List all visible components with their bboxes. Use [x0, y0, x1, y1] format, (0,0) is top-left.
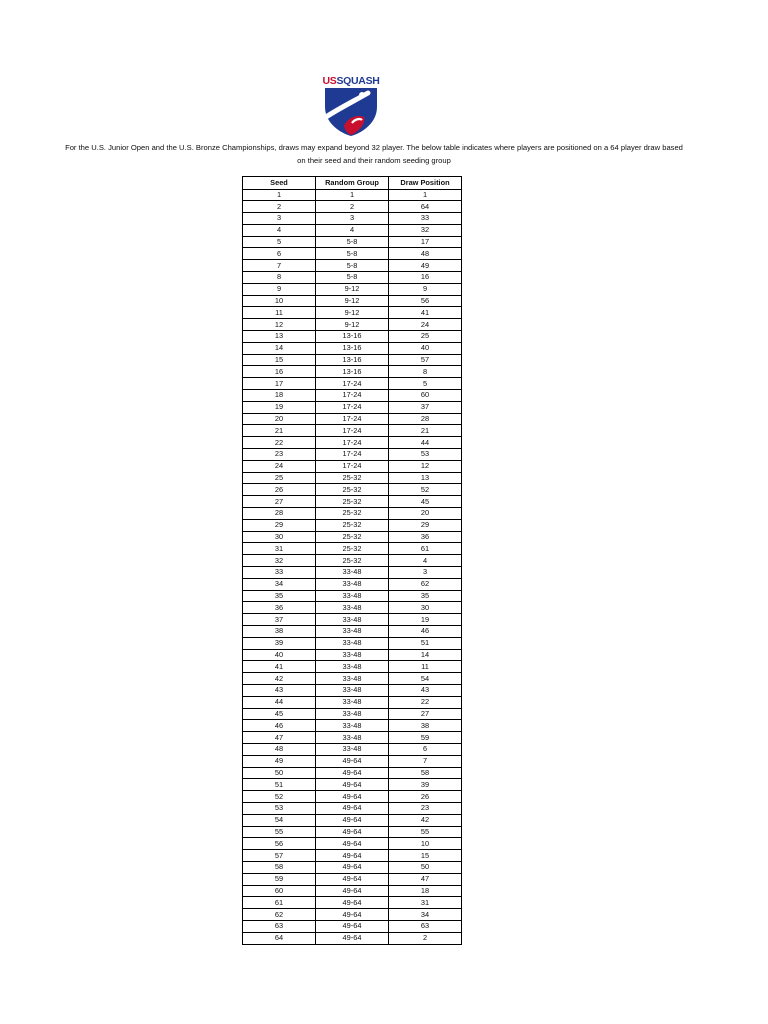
cell-seed: 33	[243, 567, 316, 579]
cell-random-group: 2	[316, 201, 389, 213]
cell-draw-position: 20	[389, 508, 462, 520]
cell-draw-position: 6	[389, 743, 462, 755]
cell-random-group: 33-48	[316, 578, 389, 590]
cell-seed: 6	[243, 248, 316, 260]
cell-draw-position: 55	[389, 826, 462, 838]
cell-draw-position: 18	[389, 885, 462, 897]
cell-random-group: 5-8	[316, 272, 389, 284]
table-row	[243, 637, 462, 649]
cell-draw-position: 54	[389, 673, 462, 685]
table-row	[243, 508, 462, 520]
cell-draw-position: 59	[389, 732, 462, 744]
cell-draw-position: 33	[389, 213, 462, 225]
table-row	[243, 236, 462, 248]
cell-seed: 35	[243, 590, 316, 602]
cell-random-group: 17-24	[316, 425, 389, 437]
cell-draw-position: 2	[389, 932, 462, 944]
cell-draw-position: 26	[389, 791, 462, 803]
table-row	[243, 885, 462, 897]
table-row	[243, 625, 462, 637]
cell-seed: 2	[243, 201, 316, 213]
table-row	[243, 390, 462, 402]
cell-seed: 32	[243, 555, 316, 567]
table-row	[243, 743, 462, 755]
cell-random-group: 25-32	[316, 519, 389, 531]
cell-seed: 27	[243, 496, 316, 508]
cell-random-group: 25-32	[316, 484, 389, 496]
cell-seed: 23	[243, 449, 316, 461]
cell-draw-position: 30	[389, 602, 462, 614]
table-row	[243, 826, 462, 838]
cell-random-group: 49-64	[316, 838, 389, 850]
cell-random-group: 33-48	[316, 625, 389, 637]
cell-random-group: 49-64	[316, 920, 389, 932]
intro-paragraph	[20, 141, 728, 167]
cell-seed: 15	[243, 354, 316, 366]
cell-random-group: 17-24	[316, 390, 389, 402]
cell-draw-position: 5	[389, 378, 462, 390]
table-row	[243, 283, 462, 295]
cell-draw-position: 61	[389, 543, 462, 555]
table-row	[243, 401, 462, 413]
cell-seed: 48	[243, 743, 316, 755]
table-row	[243, 578, 462, 590]
table-row	[243, 519, 462, 531]
cell-draw-position: 46	[389, 625, 462, 637]
cell-draw-position: 4	[389, 555, 462, 567]
cell-draw-position: 38	[389, 720, 462, 732]
cell-random-group: 49-64	[316, 755, 389, 767]
table-row	[243, 684, 462, 696]
cell-random-group: 9-12	[316, 295, 389, 307]
table-row	[243, 696, 462, 708]
cell-draw-position: 32	[389, 224, 462, 236]
cell-draw-position: 40	[389, 342, 462, 354]
cell-seed: 42	[243, 673, 316, 685]
table-row	[243, 378, 462, 390]
cell-random-group: 33-48	[316, 673, 389, 685]
cell-random-group: 33-48	[316, 614, 389, 626]
cell-random-group: 25-32	[316, 496, 389, 508]
table-row	[243, 567, 462, 579]
table-row	[243, 732, 462, 744]
cell-random-group: 33-48	[316, 708, 389, 720]
cell-random-group: 13-16	[316, 342, 389, 354]
table-row	[243, 873, 462, 885]
intro-line-2: on their seed and their random seeding group	[297, 156, 451, 165]
table-row	[243, 472, 462, 484]
cell-seed: 11	[243, 307, 316, 319]
cell-random-group: 33-48	[316, 649, 389, 661]
table-row	[243, 272, 462, 284]
cell-seed: 24	[243, 460, 316, 472]
cell-draw-position: 39	[389, 779, 462, 791]
cell-draw-position: 27	[389, 708, 462, 720]
cell-random-group: 49-64	[316, 826, 389, 838]
cell-seed: 30	[243, 531, 316, 543]
cell-seed: 51	[243, 779, 316, 791]
cell-seed: 39	[243, 637, 316, 649]
cell-seed: 14	[243, 342, 316, 354]
cell-seed: 36	[243, 602, 316, 614]
table-row	[243, 366, 462, 378]
table-row	[243, 531, 462, 543]
cell-random-group: 33-48	[316, 684, 389, 696]
cell-seed: 44	[243, 696, 316, 708]
logo-text-us: US	[322, 75, 337, 87]
cell-random-group: 3	[316, 213, 389, 225]
table-row	[243, 602, 462, 614]
cell-seed: 43	[243, 684, 316, 696]
cell-random-group: 49-64	[316, 932, 389, 944]
cell-seed: 28	[243, 508, 316, 520]
table-body	[243, 189, 462, 944]
table-row	[243, 590, 462, 602]
table-row	[243, 484, 462, 496]
cell-random-group: 33-48	[316, 732, 389, 744]
cell-random-group: 33-48	[316, 567, 389, 579]
table-row	[243, 814, 462, 826]
cell-draw-position: 63	[389, 920, 462, 932]
cell-draw-position: 17	[389, 236, 462, 248]
cell-seed: 12	[243, 319, 316, 331]
us-squash-logo	[318, 74, 384, 138]
cell-seed: 19	[243, 401, 316, 413]
table-row	[243, 543, 462, 555]
cell-random-group: 49-64	[316, 779, 389, 791]
cell-seed: 53	[243, 802, 316, 814]
cell-random-group: 9-12	[316, 307, 389, 319]
cell-seed: 58	[243, 861, 316, 873]
cell-random-group: 13-16	[316, 366, 389, 378]
cell-random-group: 13-16	[316, 331, 389, 343]
cell-draw-position: 31	[389, 897, 462, 909]
cell-seed: 47	[243, 732, 316, 744]
cell-draw-position: 43	[389, 684, 462, 696]
cell-seed: 7	[243, 260, 316, 272]
cell-draw-position: 35	[389, 590, 462, 602]
cell-draw-position: 15	[389, 850, 462, 862]
cell-seed: 59	[243, 873, 316, 885]
cell-random-group: 33-48	[316, 637, 389, 649]
table-row	[243, 673, 462, 685]
table-row	[243, 319, 462, 331]
table-row	[243, 460, 462, 472]
cell-random-group: 33-48	[316, 720, 389, 732]
cell-seed: 9	[243, 283, 316, 295]
cell-random-group: 49-64	[316, 767, 389, 779]
cell-draw-position: 13	[389, 472, 462, 484]
cell-seed: 5	[243, 236, 316, 248]
cell-seed: 17	[243, 378, 316, 390]
table-row	[243, 649, 462, 661]
cell-seed: 4	[243, 224, 316, 236]
header-random-group: Random Group	[316, 177, 389, 190]
table-row	[243, 838, 462, 850]
logo-wordmark	[318, 74, 384, 88]
cell-random-group: 17-24	[316, 413, 389, 425]
cell-seed: 55	[243, 826, 316, 838]
shield-icon	[324, 87, 378, 137]
cell-seed: 52	[243, 791, 316, 803]
table-row	[243, 791, 462, 803]
intro-line-1: For the U.S. Junior Open and the U.S. Bronze Championships, draws may expand beyond 32 player. The below table indicates where players are positioned on a 64 player draw based	[65, 143, 683, 152]
seeding-table	[242, 176, 462, 945]
table-row	[243, 920, 462, 932]
cell-seed: 22	[243, 437, 316, 449]
cell-random-group: 17-24	[316, 449, 389, 461]
cell-draw-position: 28	[389, 413, 462, 425]
cell-draw-position: 50	[389, 861, 462, 873]
table-row	[243, 708, 462, 720]
cell-seed: 49	[243, 755, 316, 767]
cell-draw-position: 9	[389, 283, 462, 295]
table-row	[243, 213, 462, 225]
table-row	[243, 224, 462, 236]
table-row	[243, 189, 462, 201]
table-row	[243, 802, 462, 814]
cell-seed: 50	[243, 767, 316, 779]
cell-seed: 56	[243, 838, 316, 850]
cell-draw-position: 34	[389, 909, 462, 921]
cell-random-group: 25-32	[316, 508, 389, 520]
cell-seed: 61	[243, 897, 316, 909]
cell-draw-position: 62	[389, 578, 462, 590]
cell-draw-position: 29	[389, 519, 462, 531]
cell-seed: 34	[243, 578, 316, 590]
cell-seed: 16	[243, 366, 316, 378]
cell-draw-position: 44	[389, 437, 462, 449]
table-row	[243, 201, 462, 213]
table-row	[243, 614, 462, 626]
cell-draw-position: 10	[389, 838, 462, 850]
cell-random-group: 33-48	[316, 661, 389, 673]
cell-seed: 57	[243, 850, 316, 862]
cell-seed: 20	[243, 413, 316, 425]
cell-random-group: 13-16	[316, 354, 389, 366]
cell-random-group: 25-32	[316, 472, 389, 484]
cell-draw-position: 45	[389, 496, 462, 508]
cell-seed: 45	[243, 708, 316, 720]
cell-seed: 37	[243, 614, 316, 626]
header-seed: Seed	[243, 177, 316, 190]
cell-random-group: 49-64	[316, 850, 389, 862]
cell-draw-position: 41	[389, 307, 462, 319]
cell-seed: 21	[243, 425, 316, 437]
table-header-row	[243, 177, 462, 190]
cell-seed: 54	[243, 814, 316, 826]
cell-seed: 46	[243, 720, 316, 732]
table-row	[243, 449, 462, 461]
cell-random-group: 25-32	[316, 543, 389, 555]
table-row	[243, 779, 462, 791]
header-draw-position: Draw Position	[389, 177, 462, 190]
cell-random-group: 33-48	[316, 743, 389, 755]
table-row	[243, 932, 462, 944]
cell-seed: 31	[243, 543, 316, 555]
table-row	[243, 307, 462, 319]
cell-draw-position: 53	[389, 449, 462, 461]
cell-draw-position: 64	[389, 201, 462, 213]
cell-random-group: 17-24	[316, 401, 389, 413]
cell-draw-position: 3	[389, 567, 462, 579]
cell-seed: 40	[243, 649, 316, 661]
cell-random-group: 49-64	[316, 802, 389, 814]
cell-random-group: 9-12	[316, 319, 389, 331]
cell-random-group: 49-64	[316, 791, 389, 803]
cell-seed: 38	[243, 625, 316, 637]
table-row	[243, 342, 462, 354]
table-row	[243, 295, 462, 307]
cell-draw-position: 47	[389, 873, 462, 885]
cell-draw-position: 23	[389, 802, 462, 814]
cell-seed: 1	[243, 189, 316, 201]
cell-draw-position: 57	[389, 354, 462, 366]
cell-draw-position: 37	[389, 401, 462, 413]
cell-seed: 26	[243, 484, 316, 496]
cell-draw-position: 60	[389, 390, 462, 402]
cell-draw-position: 7	[389, 755, 462, 767]
logo-text-squash: SQUASH	[336, 75, 380, 87]
cell-draw-position: 58	[389, 767, 462, 779]
table-row	[243, 755, 462, 767]
table-row	[243, 496, 462, 508]
cell-draw-position: 56	[389, 295, 462, 307]
cell-seed: 18	[243, 390, 316, 402]
cell-random-group: 4	[316, 224, 389, 236]
table-row	[243, 248, 462, 260]
cell-seed: 60	[243, 885, 316, 897]
cell-random-group: 9-12	[316, 283, 389, 295]
cell-draw-position: 36	[389, 531, 462, 543]
cell-random-group: 49-64	[316, 861, 389, 873]
cell-draw-position: 22	[389, 696, 462, 708]
cell-draw-position: 14	[389, 649, 462, 661]
cell-draw-position: 19	[389, 614, 462, 626]
cell-seed: 64	[243, 932, 316, 944]
cell-seed: 29	[243, 519, 316, 531]
cell-seed: 41	[243, 661, 316, 673]
table-row	[243, 909, 462, 921]
cell-seed: 3	[243, 213, 316, 225]
cell-random-group: 1	[316, 189, 389, 201]
cell-draw-position: 52	[389, 484, 462, 496]
cell-random-group: 33-48	[316, 696, 389, 708]
table-row	[243, 897, 462, 909]
cell-random-group: 5-8	[316, 236, 389, 248]
cell-random-group: 33-48	[316, 602, 389, 614]
cell-random-group: 25-32	[316, 531, 389, 543]
cell-random-group: 25-32	[316, 555, 389, 567]
cell-seed: 25	[243, 472, 316, 484]
cell-random-group: 49-64	[316, 885, 389, 897]
cell-draw-position: 25	[389, 331, 462, 343]
cell-random-group: 5-8	[316, 260, 389, 272]
cell-draw-position: 16	[389, 272, 462, 284]
cell-seed: 8	[243, 272, 316, 284]
cell-seed: 62	[243, 909, 316, 921]
table-row	[243, 331, 462, 343]
cell-draw-position: 1	[389, 189, 462, 201]
cell-draw-position: 21	[389, 425, 462, 437]
cell-random-group: 17-24	[316, 437, 389, 449]
cell-random-group: 49-64	[316, 873, 389, 885]
cell-draw-position: 11	[389, 661, 462, 673]
table-row	[243, 354, 462, 366]
cell-seed: 63	[243, 920, 316, 932]
cell-random-group: 17-24	[316, 460, 389, 472]
cell-random-group: 33-48	[316, 590, 389, 602]
cell-draw-position: 12	[389, 460, 462, 472]
table-row	[243, 425, 462, 437]
cell-draw-position: 42	[389, 814, 462, 826]
cell-random-group: 49-64	[316, 909, 389, 921]
cell-random-group: 49-64	[316, 897, 389, 909]
cell-random-group: 5-8	[316, 248, 389, 260]
table-row	[243, 861, 462, 873]
cell-random-group: 17-24	[316, 378, 389, 390]
cell-random-group: 49-64	[316, 814, 389, 826]
table-row	[243, 413, 462, 425]
cell-seed: 13	[243, 331, 316, 343]
table-row	[243, 437, 462, 449]
cell-draw-position: 49	[389, 260, 462, 272]
cell-draw-position: 8	[389, 366, 462, 378]
table-row	[243, 850, 462, 862]
cell-seed: 10	[243, 295, 316, 307]
table-row	[243, 555, 462, 567]
cell-draw-position: 24	[389, 319, 462, 331]
table-row	[243, 720, 462, 732]
table-row	[243, 661, 462, 673]
cell-draw-position: 51	[389, 637, 462, 649]
table-row	[243, 767, 462, 779]
cell-draw-position: 48	[389, 248, 462, 260]
table-row	[243, 260, 462, 272]
